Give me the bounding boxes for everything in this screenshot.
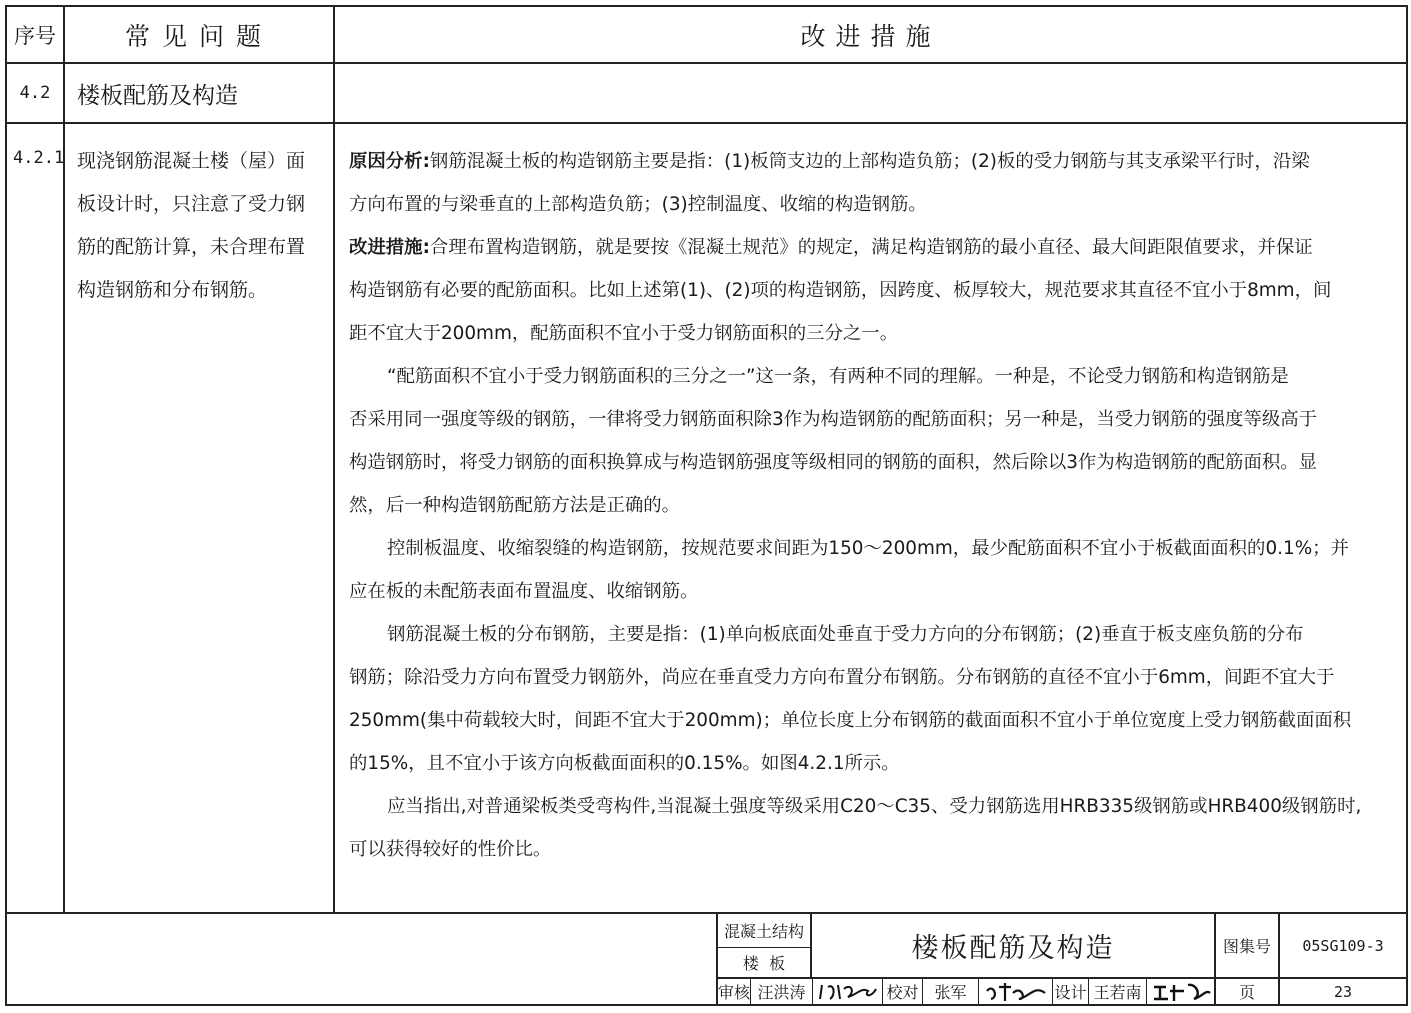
measure-body (349, 140, 1394, 871)
cause-line: 方向布置的与梁垂直的上部构造负筋；(3)控制温度、收缩的构造钢筋。 (349, 194, 927, 215)
section-title: 楼板配筋及构造 (77, 82, 238, 109)
paragraph-line: 钢筋；除沿受力方向布置受力钢筋外，尚应在垂直受力方向布置分布钢筋。分布钢筋的直径不宜小于6mm，间距不宜大于 (349, 667, 1335, 688)
tb-page-no: 23 (1333, 982, 1353, 1001)
tb-atlas-no: 05SG109-3 (1302, 936, 1384, 955)
frame-left (5, 5, 7, 1006)
problem-line: 构造钢筋和分布钢筋。 (77, 279, 268, 301)
problem-line: 现浇钢筋混凝土楼（屋）面 (77, 150, 306, 172)
paragraph-line: 钢筋混凝土板的分布钢筋，主要是指：(1)单向板底面处垂直于受力方向的分布钢筋；(2)垂直于板支座负筋的分布 (387, 624, 1304, 645)
col-divider-2 (333, 5, 335, 914)
measure-text: 合理布置构造钢筋，就是要按《混凝土规范》的规定，满足构造钢筋的最小直径、最大间距限值要求，并保证 (429, 237, 1313, 258)
header-problem: 常见问题 (124, 21, 273, 51)
paragraph-line: “配筋面积不宜小于受力钢筋面积的三分之一”这一条，有两种不同的理解。一种是，不论受力钢筋和构造钢筋是 (387, 366, 1289, 387)
measure-line: 构造钢筋有必要的配筋面积。比如上述第(1)、(2)项的构造钢筋，因跨度、板厚较大，规范要求其直径不宜小于8mm，间 (349, 280, 1332, 301)
signature-image (983, 981, 1049, 1003)
section-number: 4.2 (19, 83, 51, 103)
tb-reviewer-signature (813, 979, 882, 1004)
tb-reviewer: 汪洪涛 (757, 983, 806, 1002)
cause-text: 钢筋混凝土板的构造钢筋主要是指：(1)板筒支边的上部构造负筋；(2)板的受力钢筋与其支承梁平行时，沿梁 (429, 151, 1310, 172)
tb-category: 混凝土结构 (723, 922, 804, 941)
paragraph-line: 应当指出,对普通梁板类受弯构件,当混凝土强度等级采用C20～C35、受力钢筋选用HRB335级钢筋或HRB400级钢筋时, (387, 796, 1362, 817)
header-no: 序号 (14, 23, 56, 48)
cause-line (349, 140, 1394, 183)
paragraph-line: 250mm(集中荷载较大时，间距不宜大于200mm)；单位长度上分布钢筋的截面面积不宜小于单位宽度上受力钢筋截面面积 (349, 710, 1352, 731)
paragraph-line: 构造钢筋时，将受力钢筋的面积换算成与构造钢筋强度等级相同的钢筋的面积，然后除以3作为构造钢筋的配筋面积。显 (349, 452, 1318, 473)
frame-right (1406, 5, 1408, 1006)
problem-description (77, 140, 327, 312)
cause-label: 原因分析: (349, 151, 430, 172)
problem-line: 板设计时，只注意了受力钢 (77, 193, 306, 215)
tb-checker: 张军 (934, 983, 967, 1002)
section-divider (5, 122, 1408, 124)
tb-designer-signature (1147, 979, 1214, 1004)
measure-label: 改进措施: (349, 237, 430, 258)
paragraph-line: 然，后一种构造钢筋配筋方法是正确的。 (349, 495, 681, 516)
paragraph-line: 控制板温度、收缩裂缝的构造钢筋，按规范要求间距为150～200mm，最少配筋面积不宜小于板截面面积的0.1%；并 (387, 538, 1349, 559)
tb-review-label: 审核 (718, 983, 750, 1002)
frame-bottom (5, 1004, 1408, 1006)
header-measure: 改进措施 (800, 21, 941, 51)
signature-image (1150, 981, 1212, 1003)
tb-check-label: 校对 (886, 983, 919, 1002)
tb-atlas-label: 图集号 (1222, 937, 1271, 956)
title-block (716, 914, 1406, 1004)
tb-subcategory: 楼 板 (742, 954, 786, 973)
tb-title: 楼板配筋及构造 (911, 933, 1115, 964)
tb-design-label: 设计 (1054, 983, 1087, 1002)
tb-checker-signature (979, 979, 1052, 1004)
tb-designer: 王若南 (1093, 983, 1142, 1002)
paragraph-line: 的15%，且不宜小于该方向板截面面积的0.15%。如图4.2.1所示。 (349, 753, 900, 774)
col-divider-1 (63, 5, 65, 914)
measure-line: 距不宜大于200mm，配筋面积不宜小于受力钢筋面积的三分之一。 (349, 323, 899, 344)
item-number: 4.2.1 (13, 148, 65, 168)
signature-image (816, 981, 880, 1003)
paragraph-line: 可以获得较好的性价比。 (349, 839, 552, 860)
measure-line (349, 226, 1394, 269)
tb-page-label: 页 (1238, 983, 1255, 1002)
paragraph-line: 否采用同一强度等级的钢筋，一律将受力钢筋面积除3作为构造钢筋的配筋面积；另一种是，当受力钢筋的强度等级高于 (349, 409, 1318, 430)
paragraph-line: 应在板的未配筋表面布置温度、收缩钢筋。 (349, 581, 699, 602)
problem-line: 筋的配筋计算，未合理布置 (77, 236, 306, 258)
